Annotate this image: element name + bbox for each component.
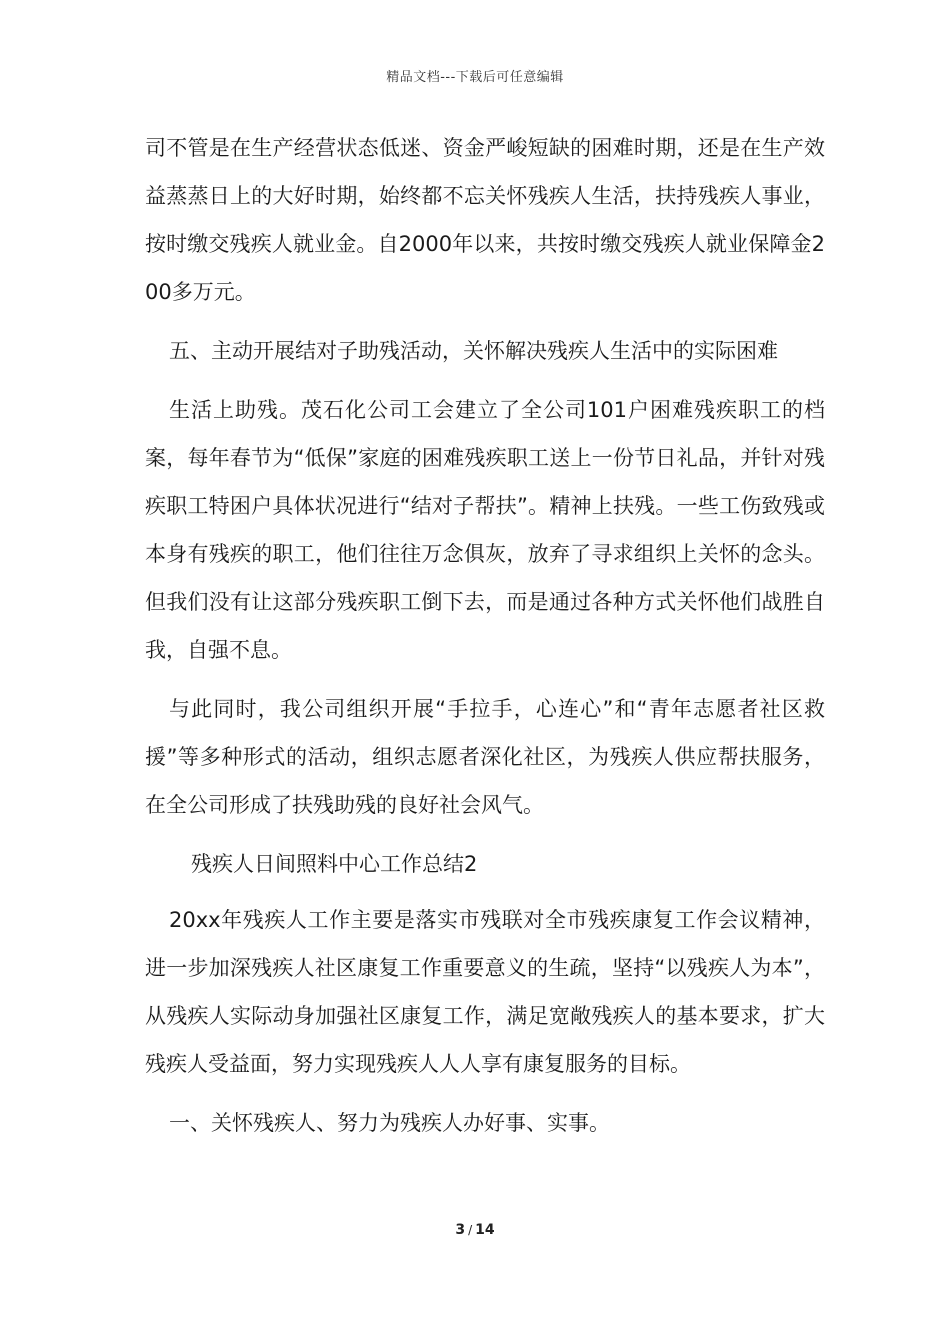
document-body (145, 124, 825, 1158)
section-heading-one: 一、关怀残疾人、努力为残疾人办好事、实事。 (169, 1111, 610, 1135)
paragraph-life-assistance: 生活上助残。茂石化公司工会建立了全公司101户困难残疾职工的档案，每年春节为“低保”家庭的困难残疾职工送上一份节日礼品，并针对残疾职工特困户具体状况进行“结对子帮扶”。精神上扶残。一些工伤致残或本身有残疾的职工，他们往往万念俱灰，放弃了寻求组织上关怀的念头。但我们没有让这部分残疾职工倒下去，而是通过各种方式关怀他们战胜自我，自强不息。 (145, 398, 825, 662)
paragraph-volunteer-activities: 与此同时，我公司组织开展“手拉手，心连心”和“青年志愿者社区救援”等多种形式的活动，组织志愿者深化社区，为残疾人供应帮扶服务，在全公司形成了扶残助残的良好社会风气。 (145, 697, 825, 817)
total-pages: 14 (475, 1222, 495, 1238)
page-header: 精品文档---下载后可任意编辑 (386, 70, 564, 85)
page-separator: / (468, 1223, 473, 1237)
document-title: 残疾人日间照料中心工作总结2 (191, 852, 478, 876)
page-number (0, 1222, 950, 1238)
section-heading-five: 五、主动开展结对子助残活动，关怀解决残疾人生活中的实际困难 (169, 339, 778, 363)
paragraph-continuation: 司不管是在生产经营状态低迷、资金严峻短缺的困难时期，还是在生产效益蒸蒸日上的大好时期，始终都不忘关怀残疾人生活，扶持残疾人事业，按时缴交残疾人就业金。自2000年以来，共按时缴交残疾人就业保障金200多万元。 (145, 136, 825, 304)
paragraph-work-summary: 20xx年残疾人工作主要是落实市残联对全市残疾康复工作会议精神，进一步加深残疾人社区康复工作重要意义的生疏，坚持“以残疾人为本”，从残疾人实际动身加强社区康复工作，满足宽敞残疾人的基本要求，扩大残疾人受益面，努力实现残疾人人人享有康复服务的目标。 (145, 908, 825, 1076)
current-page: 3 (455, 1222, 466, 1238)
